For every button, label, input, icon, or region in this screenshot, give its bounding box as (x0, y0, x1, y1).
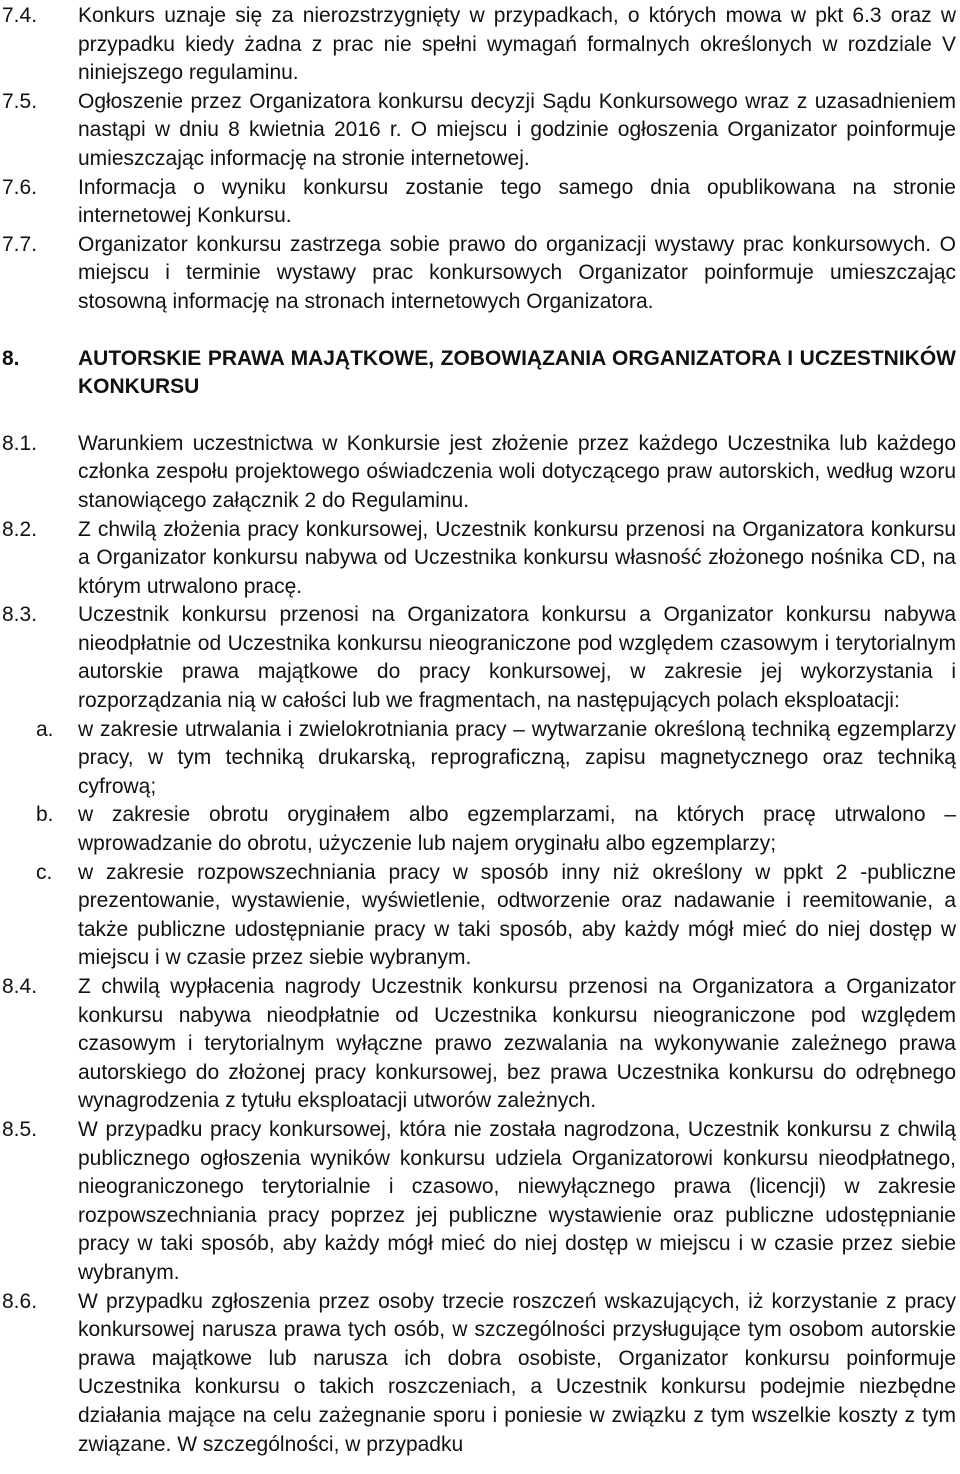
clause-8-2 (0, 516, 960, 602)
clause-text: Konkurs uznaje się za nierozstrzygnięty w przypadkach, o których mowa w pkt 6.3 oraz w przypadku kiedy żadna z prac nie spełni wymagań formalnych określonych w rozdziale V niniejszego regulaminu. (78, 4, 956, 85)
clause-8-1 (0, 430, 960, 516)
section-8-heading (0, 345, 960, 402)
subclause-text: w zakresie utrwalania i zwielokrotniania pracy – wytwarzanie określoną techniką egzemplarzy pracy, w tym techniką drukarską, reprograficzną, zapisu magnetycznego oraz techniką cyfrową; (78, 717, 956, 798)
clause-text: Uczestnik konkursu przenosi na Organizatora konkursu a Organizator konkursu nabywa nieodpłatnie od Uczestnika konkursu nieograniczone pod względem czasowym i terytorialnym autorskie prawa majątkowe do pracy konkursowej, w zakresie jej wykorzystania i rozporządzania nią w całości lub we fragmentach, na następujących polach eksploatacji: (78, 603, 956, 713)
subclause-letter: b. (36, 803, 54, 827)
clause-text: Z chwilą wypłacenia nagrody Uczestnik konkursu przenosi na Organizatora a Organizator konkursu nabywa nieodpłatnie od Uczestnika konkursu nieograniczone pod względem czasowym i terytorialnym wyłączne prawo zezwalania na wykonywanie zależnego prawa autorskiego do złożonej pracy konkursowej, bez prawa Uczestnika konkursu do odrębnego wynagrodzenia z tytułu eksploatacji utworów zależnych. (78, 975, 956, 1113)
clause-text: W przypadku zgłoszenia przez osoby trzecie roszczeń wskazujących, iż korzystanie z pracy konkursowej narusza prawa tych osób, w szczególności przysługujące tym osobom autorskie prawa majątkowe lub narusza ich dobra osobiste, Organizator konkursu poinformuje Uczestnika konkursu o takich roszczeniach, a Uczestnik konkursu podejmie niezbędne działania mające na celu zażegnanie sporu i poniesie w związku z tym wszelkie koszty z tym związane. W szczególności, w przypadku (78, 1289, 956, 1456)
clause-7-7 (0, 231, 960, 317)
clause-8-4 (0, 973, 960, 1116)
section-title: AUTORSKIE PRAWA MAJĄTKOWE, ZOBOWIĄZANIA ORGANIZATORA I UCZESTNIKÓW KONKURSU (78, 346, 956, 399)
subclause-c (0, 859, 960, 973)
clause-text: Z chwilą złożenia pracy konkursowej, Uczestnik konkursu przenosi na Organizatora konkursu a Organizator konkursu nabywa od Uczestnika konkursu własność złożonego nośnika CD, na którym utrwalono pracę. (78, 517, 956, 598)
clause-7-4 (0, 2, 960, 88)
clause-number: 8.5. (2, 1117, 38, 1141)
clause-number: 8.2. (2, 517, 38, 541)
clause-text: Informacja o wyniku konkursu zostanie tego samego dnia opublikowana na stronie internetowej Konkursu. (78, 175, 956, 228)
clause-text: W przypadku pracy konkursowej, która nie została nagrodzona, Uczestnik konkursu z chwilą publicznego ogłoszenia wyników konkursu udziela Organizatorowi konkursu nieodpłatnego, nieograniczonego terytorialnie i czasowo, niewyłącznego prawa (licencji) w zakresie rozpowszechniania pracy poprzez jej publiczne wystawienie oraz publiczne udostępnianie pracy w taki sposób, aby każdy mógł mieć do niej dostęp w miejscu i w czasie przez siebie wybranym. (78, 1117, 956, 1284)
clause-7-5 (0, 88, 960, 174)
subclause-a (0, 716, 960, 802)
subclause-text: w zakresie rozpowszechniania pracy w sposób inny niż określony w ppkt 2 -publiczne prezentowanie, wystawienie, wyświetlenie, odtworzenie oraz nadawanie i reemitowanie, a także publiczne udostępnianie pracy w taki sposób, aby każdy mógł mieć do niej dostęp w miejscu i w czasie przez siebie wybranym. (78, 860, 956, 970)
clause-number: 8.4. (2, 975, 38, 998)
clause-text: Warunkiem uczestnictwa w Konkursie jest złożenie przez każdego Uczestnika lub każdego członka zespołu projektowego oświadczenia woli dotyczącego praw autorskich, według wzoru stanowiącego załącznik 2 do Regulaminu. (78, 431, 956, 512)
clause-number: 8.3. (2, 603, 38, 627)
clause-number: 7.6. (2, 175, 38, 199)
subclause-b (0, 801, 960, 858)
subclause-letter: a. (36, 717, 54, 741)
clause-number: 8.1. (2, 431, 38, 455)
clause-7-6 (0, 174, 960, 231)
clause-number: 7.5. (2, 89, 38, 113)
clause-8-6 (0, 1288, 960, 1460)
clause-number: 7.7. (2, 232, 38, 256)
subclause-letter: c. (36, 860, 53, 884)
clause-text: Organizator konkursu zastrzega sobie prawo do organizacji wystawy prac konkursowych. O miejscu i terminie wystawy prac konkursowych Organizator poinformuje umieszczając stosowną informację na stronach internetowych Organizatora. (78, 232, 956, 313)
clause-text: Ogłoszenie przez Organizatora konkursu decyzji Sądu Konkursowego wraz z uzasadnieniem nastąpi w dniu 8 kwietnia 2016 r. O miejscu i godzinie ogłoszenia Organizator poinformuje umieszczając informację na stronie internetowej. (78, 89, 956, 170)
subclause-text: w zakresie obrotu oryginałem albo egzemplarzami, na których pracę utrwalono – wprowadzanie do obrotu, użyczenie lub najem oryginału albo egzemplarzy; (78, 803, 956, 856)
clause-8-5 (0, 1116, 960, 1288)
clause-number: 8.6. (2, 1289, 38, 1313)
section-number: 8. (2, 346, 20, 370)
clause-8-3 (0, 601, 960, 715)
clause-number: 7.4. (2, 4, 38, 27)
